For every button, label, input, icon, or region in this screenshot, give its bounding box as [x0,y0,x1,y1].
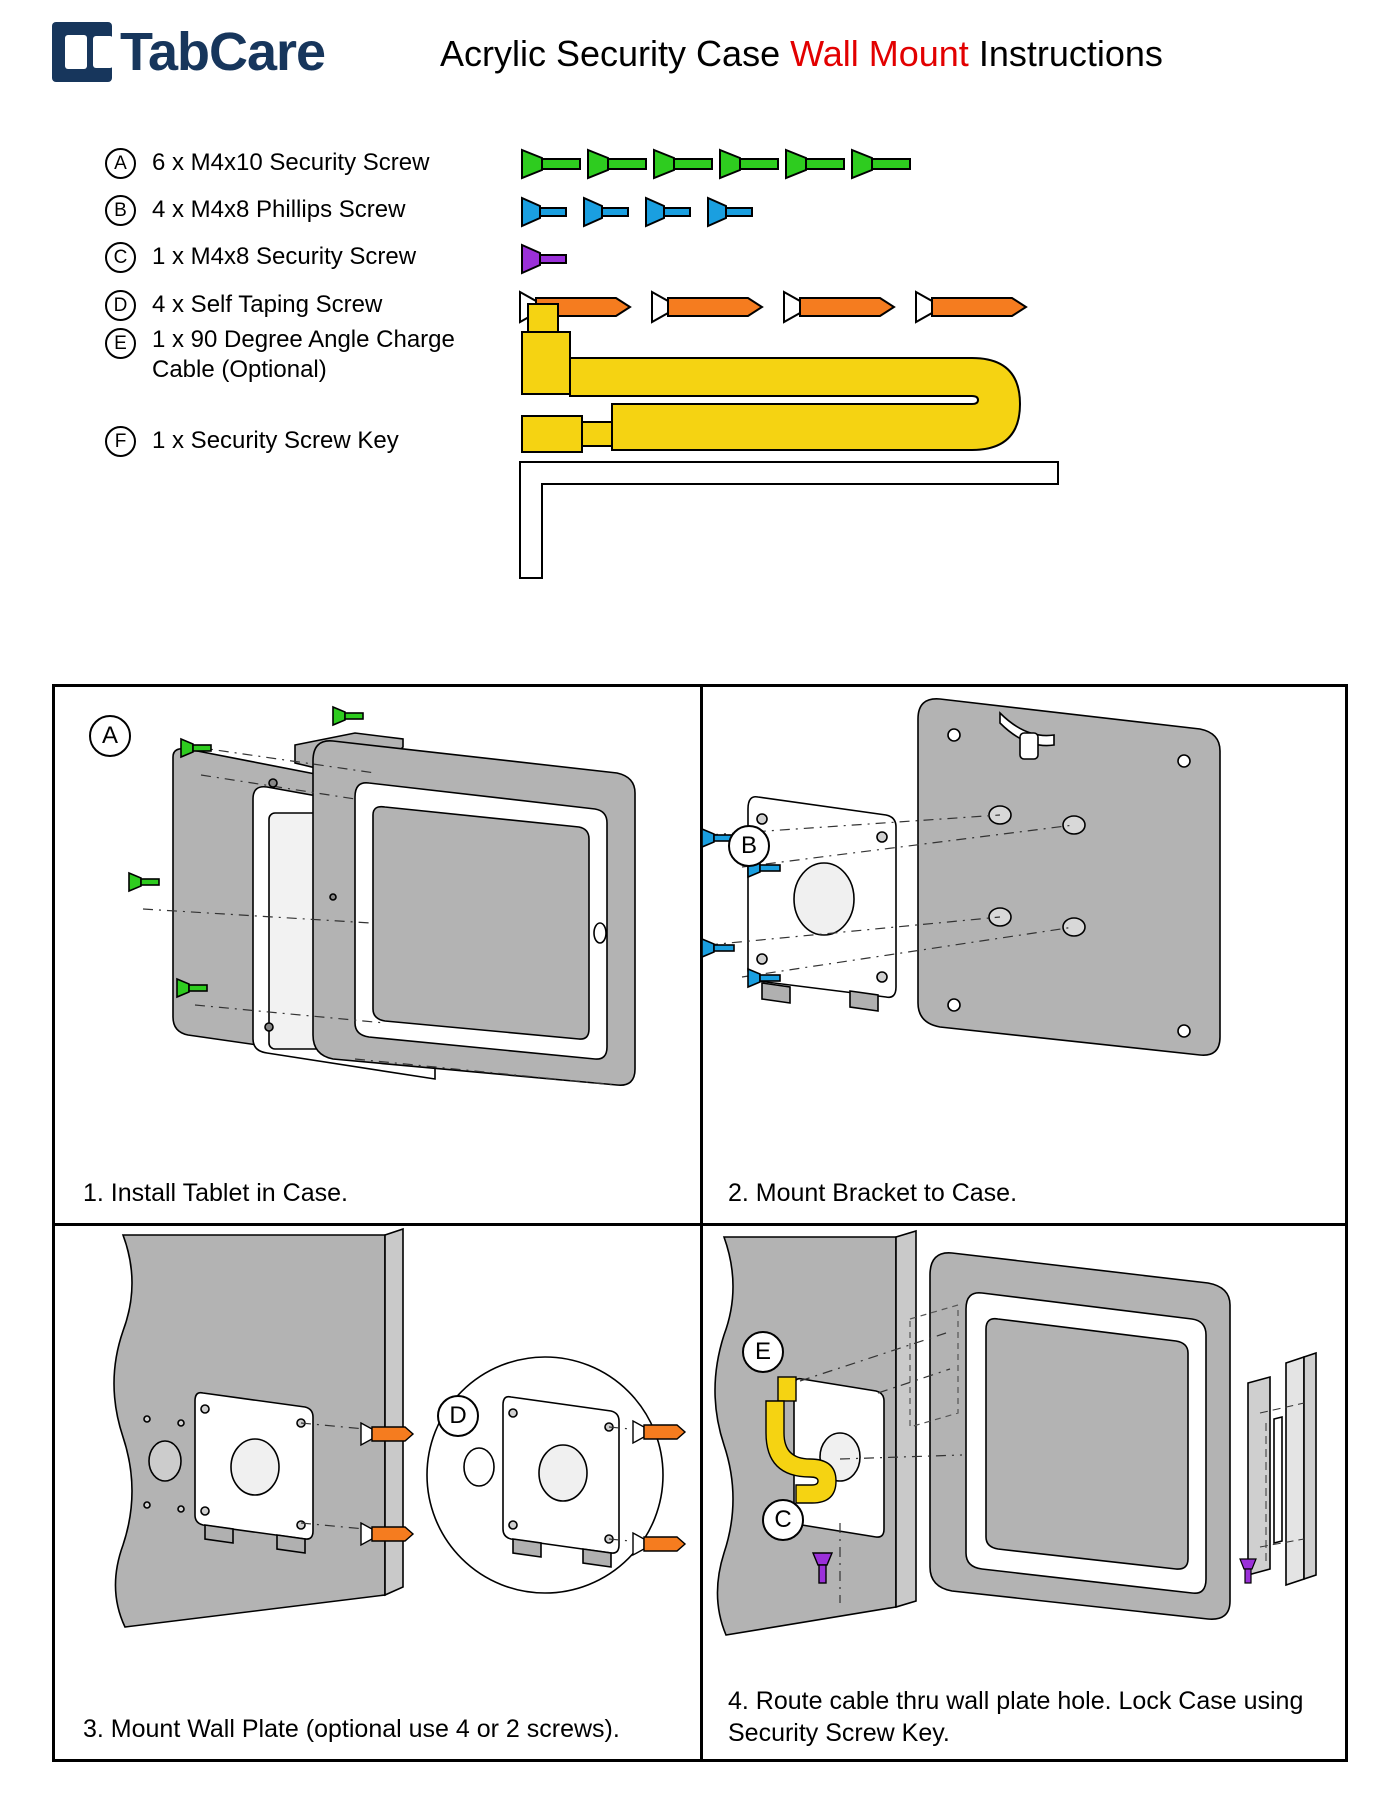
step-4-badge-e: E [742,1331,784,1373]
step-1-caption: 1. Install Tablet in Case. [83,1179,348,1207]
step-2-caption: 2. Mount Bracket to Case. [728,1179,1018,1207]
part-row-a [105,148,429,179]
step-3-caption: 3. Mount Wall Plate (optional use 4 or 2 screws). [83,1715,620,1743]
part-icon-a-screws [520,140,920,190]
part-bullet-d: D [105,290,136,321]
part-label-a: 6 x M4x10 Security Screw [152,149,430,176]
step-4-illustration [700,1223,1345,1759]
part-icon-c-screw [520,235,590,283]
step-2-badge: B [728,825,770,867]
part-row-e [105,325,492,385]
parts-list [0,130,1400,690]
step-panel-2 [700,687,1345,1223]
part-label-b: 4 x M4x8 Phillips Screw [152,196,406,223]
step-panel-3 [55,1223,700,1759]
part-bullet-f: F [105,426,136,457]
steps-grid [52,684,1348,1762]
brand-name: TabCare [120,22,326,82]
page-title [440,33,1163,74]
title-part-2: Instructions [968,33,1163,74]
tabcare-logo-icon [52,22,112,82]
part-icon-f-key [518,460,1078,590]
part-row-c [105,242,416,273]
part-label-f: 1 x Security Screw Key [152,427,399,454]
brand-logo [52,22,325,82]
step-2-illustration [700,687,1345,1223]
step-4-caption: 4. Route cable thru wall plate hole. Lock Case using Security Screw Key. [728,1687,1304,1747]
step-3-illustration [55,1223,700,1759]
step-1-badge: A [89,715,131,757]
step-panel-4 [700,1223,1345,1759]
part-label-c: 1 x M4x8 Security Screw [152,243,417,270]
title-part-1: Acrylic Security Case [440,33,791,74]
step-3-badge: D [437,1395,479,1437]
part-bullet-b: B [105,195,136,226]
part-label-e: 1 x 90 Degree Angle Charge Cable (Optional) [152,326,455,383]
part-icon-b-screws [520,188,780,236]
part-bullet-a: A [105,148,136,179]
part-row-d [105,290,382,321]
step-1-illustration [55,687,700,1223]
part-label-d: 4 x Self Taping Screw [152,291,383,318]
step-panel-1 [55,687,700,1223]
title-highlight: Wall Mount [790,33,969,74]
page-header [0,0,1400,118]
step-4-badge-c: C [762,1499,804,1541]
part-bullet-e: E [105,328,136,359]
part-row-b [105,195,405,226]
part-bullet-c: C [105,242,136,273]
part-row-f [105,426,399,457]
